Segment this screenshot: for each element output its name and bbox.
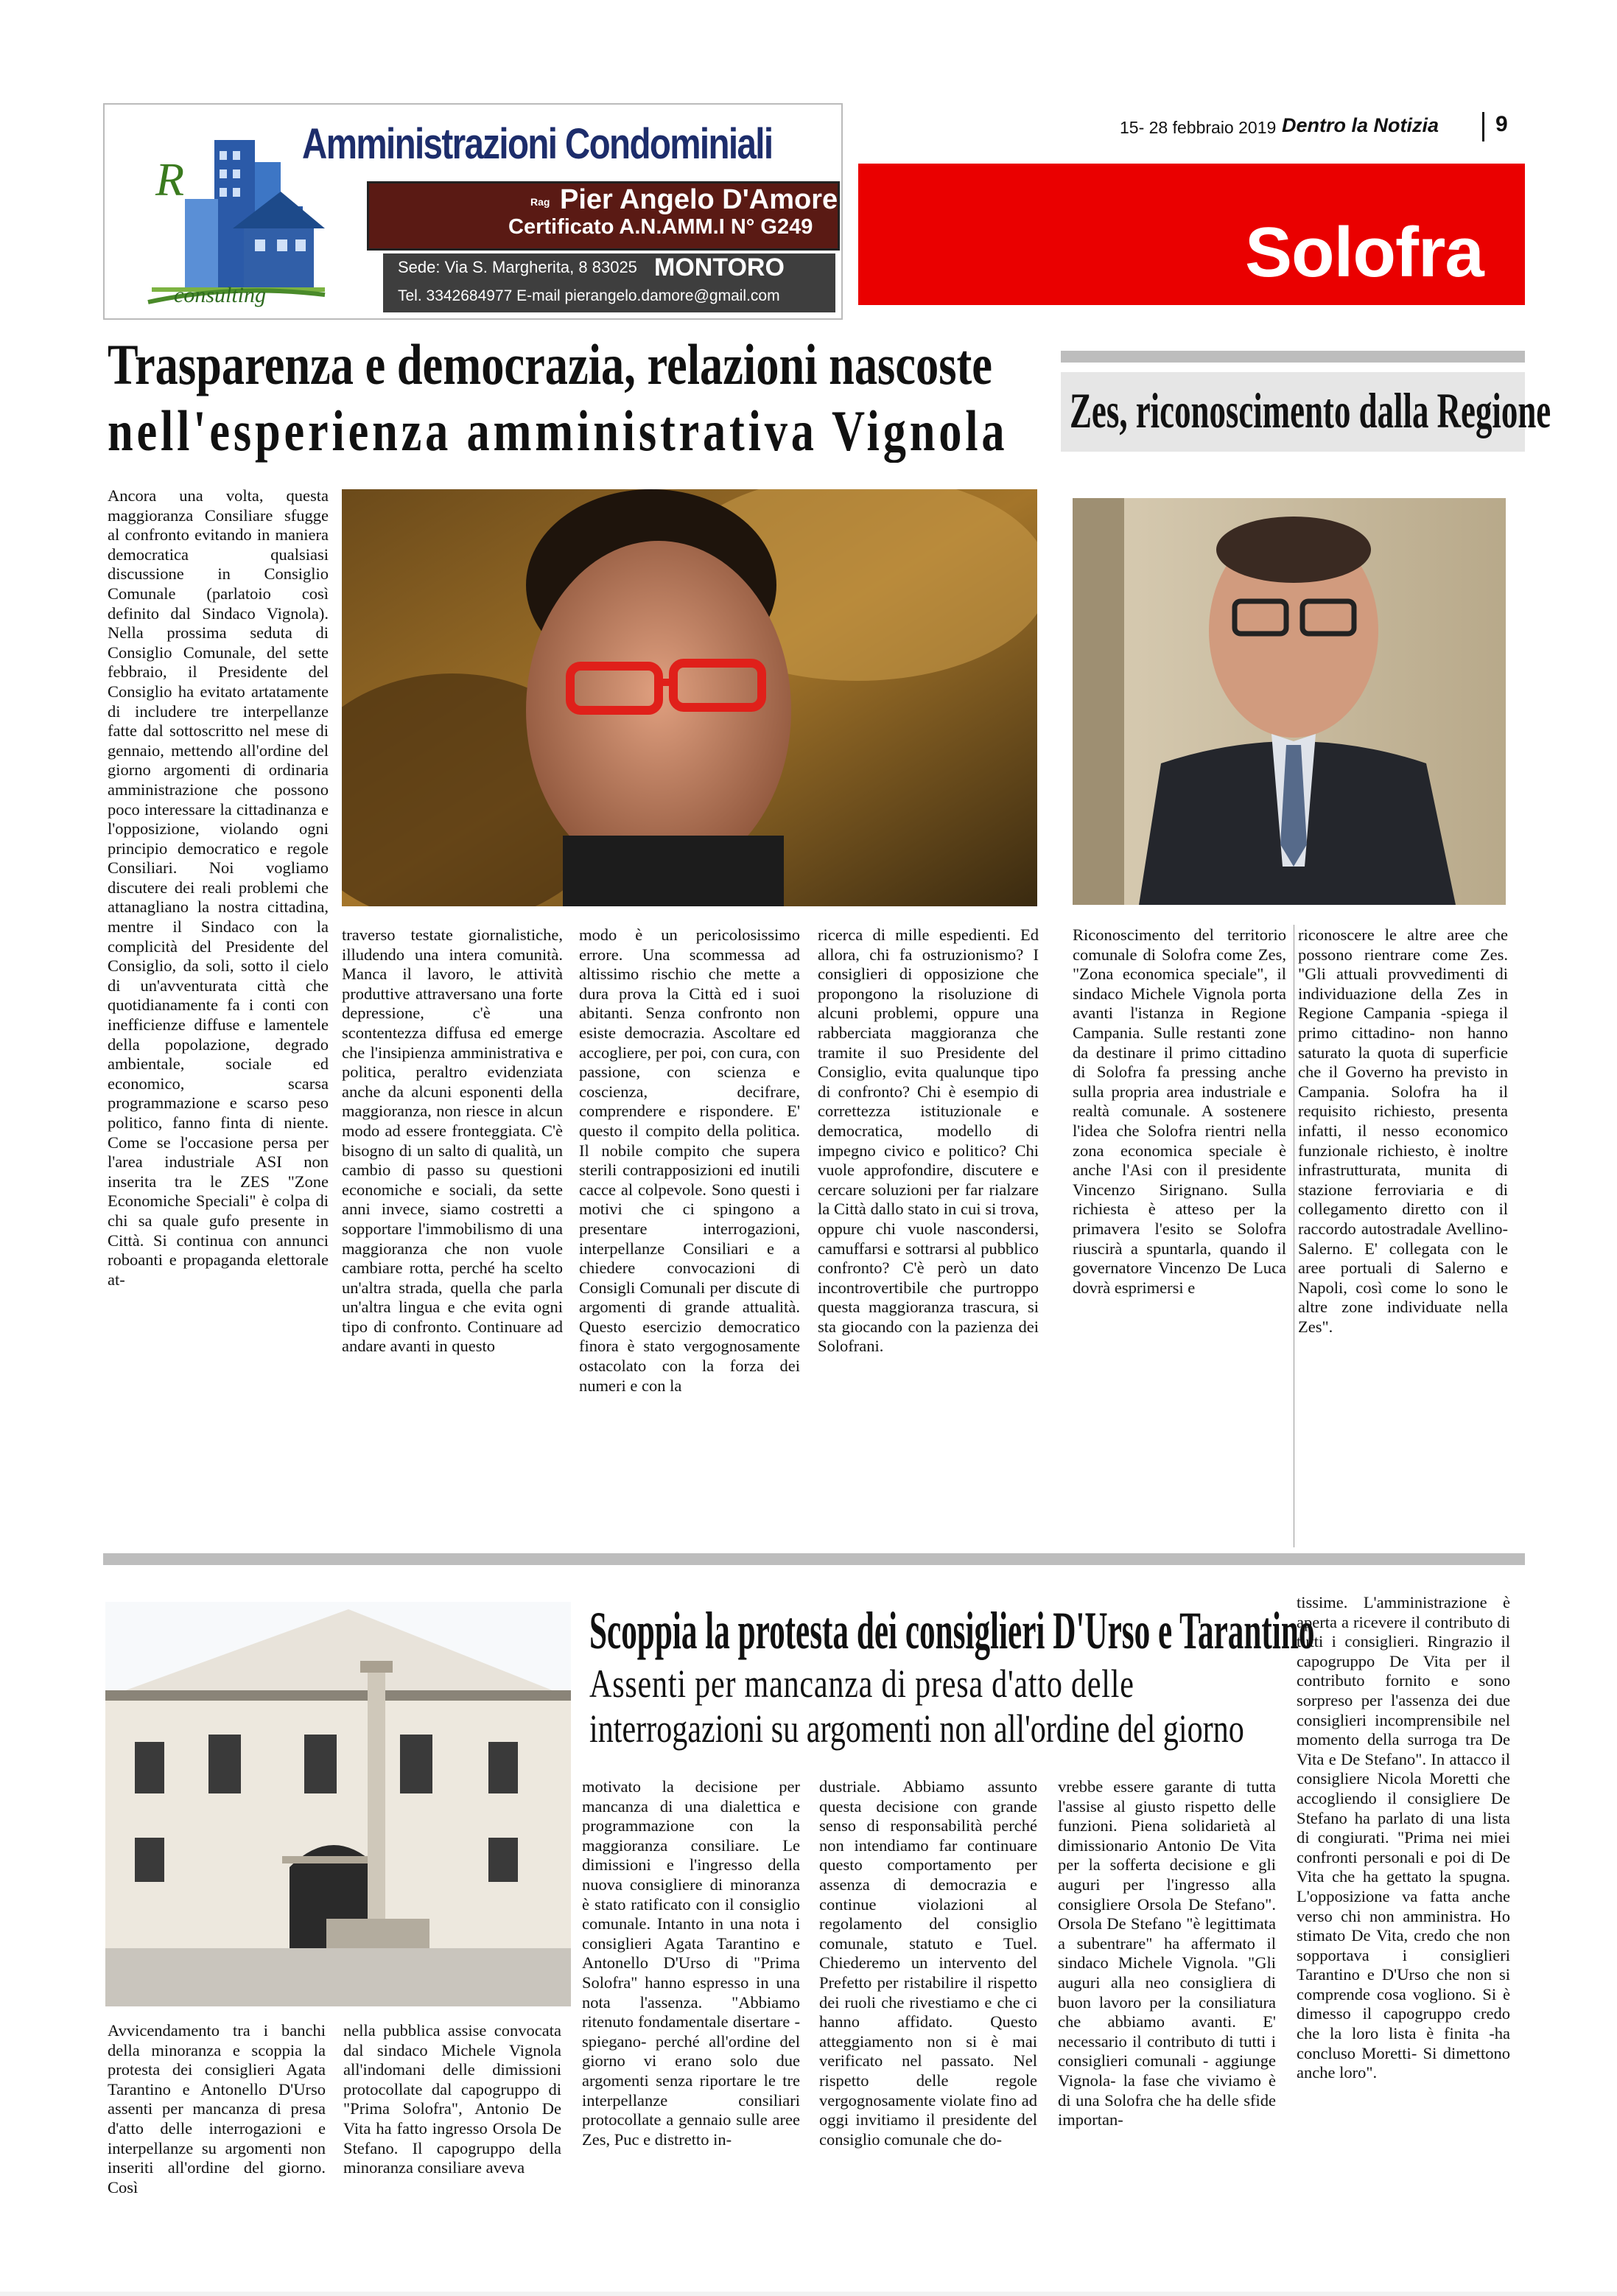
article3-column-2: nella pubblica assise convocata dal sindaco Michele Vignola all'indomani delle dimissioni protocollate dal capogruppo di "Prima Solofra", Antonio De Vita ha fatto ingresso Orsola De Stefano. Il capogruppo della minoranza consiliare aveva xyxy=(343,2021,561,2177)
article1-column-2: traverso testate giornalistiche, illudendo una intera comunità. Manca il lavoro, le attività produttive attraversano una forte depressione, c'è una scontentezza diffusa ed emerge che l'insipienza amministrativa e politica, peraltro evidenziata anche da alcuni esponenti della maggioranza, non riesce in alcun modo ad essere fronteggiata. C'è bisogno di un salto di qualità, un cambio di passo su questioni economiche e sociali, da sette anni invece, siamo costretti a sopportare l'immobilismo di una maggioranza che non vuole cambiare rotta, perché ha scelto un'altra strada, quella che parla un'altra lingua e che evita ogni tipo di confronto. Continuare ad andare avanti in questo xyxy=(342,925,563,1356)
article2-column-1: Riconoscimento del territorio comunale di Solofra come Zes, "Zona economica speciale", il sindaco Michele Vignola porta avanti l'istanza in Regione Campania. Sulle restanti zone da destinare il primo cittadino di Solofra fa pressing anche sulla propria area industriale e realtà comunale. A sostenere l'idea che Solofra rientri nella zona economica speciale è anche l'Asi con il presidente Vincenzo Sirignano. Sulla richiesta è atteso per la primavera l'esito se Solofra riuscirà a spuntarla, quando il governatore Vincenzo De Luca dovrà esprimersi e xyxy=(1073,925,1286,1297)
section-title: Solofra xyxy=(1245,213,1484,292)
svg-text:consulting: consulting xyxy=(174,283,266,307)
ad-address: Sede: Via S. Margherita, 8 83025 xyxy=(398,258,637,276)
section-rule xyxy=(1061,351,1525,363)
ad-title: Amministrazioni Condominiali xyxy=(302,120,773,168)
ad-city: MONTORO xyxy=(654,253,785,281)
article3-column-1: Avvicendamento tra i banchi della minoranza e scoppia la protesta dei consiglieri Agata Tarantino e Antonello D'Urso assenti per mancanza di presa d'atto delle interrogazioni e interpellanze su argomenti non inseriti all'ordine del giorno. Così xyxy=(108,2021,326,2197)
article3-column-3: motivato la decisione per mancanza di una dialettica e programmazione con la maggioranza consiliare. Le dimissioni e l'ingresso della nuova consigliere di minoranza è stato ratificato con il consiglio comunale. Intanto in una nota i consiglieri Agata Tarantino e Antonello D'Urso di "Prima Solofra" hanno espresso in una nota l'assenza. "Abbiamo ritenuto fondamentale disertare - spiegano- perché all'ordine del giorno vi erano solo due argomenti senza riportare le tre interpellanze consiliari protocollate a gennaio sulle aree Zes, Puc e distretto in- xyxy=(582,1777,800,2149)
article1-column-4: ricerca di mille espedienti. Ed allora, chi fa ostruzionismo? I consiglieri di opposizione che propongono la risoluzione di alcuni problemi, oppure una rabberciata maggioranza che tramite il suo Presidente del Consiglio, evita qualunque tipo di confronto? Chi è esempio di correttezza istituzionale e democratica, modello di impegno civico e politico? Chi vuole approfondire, discutere e cercare soluzioni per far rialzare la Città dallo stato in cui si trova, oppure chi vuole nascondersi, camuffarsi e sottrarsi al pubblico confronto? C'è però un dato incontrovertibile che purtroppo questa maggioranza trascura, si sta giocando con la pazienza dei Solofrani. xyxy=(818,925,1039,1356)
article1-portrait-photo xyxy=(342,489,1037,906)
page-footer-strip xyxy=(0,2292,1617,2296)
article3-subheadline-line1: Assenti per mancanza di presa d'atto delle xyxy=(589,1662,1134,1706)
article1-column-3: modo è un pericolosissimo errore. Una scommessa ad altissimo rischio che mette a dura prova la Città ed i suoi abitanti. Senza confronto non esiste democrazia. Ascoltare ed accogliere, per poi, con cura, con passione, con scienza e coscienza, decifrare, comprendere e rispondere. E' questo il compito della politica. Il nobile compito che supera sterili contrapposizioni ed inutili cacce al colpevole. Sono questi i motivi che ci spingono a presentare interrogazioni, interpellanze Consiliari e a chiedere convocazioni di Consigli Comunali per discute di argomenti di grande attualità. Questo esercizio democratico finora è stato vergognosamente ostacolato con la forza dei numeri e con la xyxy=(579,925,800,1395)
article3-column-5: vrebbe essere garante di tutta l'assise al giusto rispetto delle funzioni. Piena solidarietà al dimissionario Antonio De Vita per la sofferta decisione e gli auguri per l'ingresso alla consigliere Orsola De Stefano". Orsola De Stefano "è legittimata a subentrare" ha affermato il sindaco Michele Vignola. "Gli auguri alla neo consigliera di buon lavoro per la consiliatura che abbiamo avanti. E' necessario il contributo di tutti i consiglieri comunali - aggiunge Vignola- la fase che viviamo è di una Solofra che ha delle sfide importan- xyxy=(1058,1777,1276,2129)
building-logo-icon xyxy=(144,118,329,309)
article3-headline: Scoppia la protesta dei consiglieri D'Urso e Tarantino xyxy=(589,1601,1315,1660)
ad-person-name: Pier Angelo D'Amore xyxy=(560,184,838,215)
svg-text:R: R xyxy=(155,153,185,206)
ad-contact: Tel. 3342684977 E-mail pierangelo.damore@gmail.com xyxy=(398,287,780,304)
article2-column-2: riconoscere le altre aree che possono rientrare come Zes. "Gli attuali provvedimenti di individuazione della Zes in Regione Campania -spiega il primo cittadino- non hanno saturato la quota di superficie che il Governo ha previsto in Campania. Solofra ha il requisito richiesto, presenta infatti, il nesso economico funzionale richiesto, è inoltre infrastrutturata, munita di stazione ferroviaria e di collegamento diretto con il raccordo autostradale Avellino-Salerno. E' collegata con le aree portuali di Salerno e Napoli, così come lo sono le altre zone individuate nella Zes". xyxy=(1298,925,1508,1336)
page-separator xyxy=(1482,112,1484,141)
article2-portrait-photo xyxy=(1073,498,1506,905)
ad-rag-label: Rag xyxy=(530,196,550,208)
article3-subheadline-line2: interrogazioni su argomenti non all'ordine del giorno xyxy=(589,1707,1244,1751)
ad-certificate: Certificato A.N.AMM.I N° G249 xyxy=(508,215,813,239)
article3-column-4: dustriale. Abbiamo assunto questa decisione con grande senso di responsabilità perché non intendiamo far continuare questo comportamento per assenza di democrazia e continue violazioni al regolamento del consiglio comunale, statuto e Tuel. Chiederemo un intervento del Prefetto per ristabilire il rispetto dei ruoli che rivestiamo e che ci hanno affidato. Questo atteggiamento non si è mai verificato nel passato. Nel rispetto delle regole vergognosamente violate fino ad oggi invitiamo il presidente del consiglio comunale che do- xyxy=(819,1777,1037,2149)
article1-headline-line2: nell'esperienza amministrativa Vignola xyxy=(108,399,1009,463)
article2-headline: Zes, riconoscimento dalla Regione xyxy=(1070,382,1551,438)
newspaper-name: Dentro la Notizia xyxy=(1282,114,1439,136)
article3-column-6: tissime. L'amministrazione è aperta a ricevere il contributo di tutti i consiglieri. Ringrazio il capogruppo De Vita per il contributo fornito e sono sorpreso per l'assenza dei due consiglieri incomprensibile nel momento della surroga tra De Vita e De Stefano". In attacco il consigliere Nicola Moretti che accogliendo il consigliere De Stefano ha parlato di una lista di congiurati. "Prima nei miei confronti personali e poi di De Vita che ha gettato la spugna. L'opposizione va fatta anche verso chi non amministra. Ho stimato De Vita, credo che non sopportava i consiglieri Tarantino e D'Urso che non si comprende cosa vogliono. Si è dimesso il capogruppo credo che la loro lista è finita -ha concluso Moretti- Si dimettono anche loro". xyxy=(1297,1593,1510,2082)
article1-headline-line1: Trasparenza e democrazia, relazioni nascoste xyxy=(108,332,992,396)
article1-column-1: Ancora una volta, questa maggioranza Consiliare sfugge al confronto evitando in maniera democratica qualsiasi discussione in Consiglio Comunale (parlatoio così definito dal Sindaco Vignola). Nella prossima seduta di Consiglio Comunale, del sette febbraio, il Presidente del Consiglio ha evitato artatamente di includere tre interpellanze fatte dal sottoscritto nel mese di gennaio, mettendo all'ordine del giorno argomenti di ordinaria amministrazione che possono poco interessare la cittadinanza e l'opposizione, violando ogni principio democratico e regole Consiliari. Noi vogliamo discutere dei reali problemi che attanagliano la nostra cittadina, mentre il Sindaco con la complicità del Presidente del Consiglio, da soli, sotto il cielo di un'avventurata città che quotidianamente fa i conti con inefficienze diffuse e lamentele della popolazione, degrado ambientale, sociale ed economico, scarsa programmazione e scarso peso politico, fanno finta di niente. Come se l'occasione persa per l'area industriale ASI non inserita tra le ZES "Zone Economiche Speciali" è colpa di chi sa quale gufo presente in Città. Si continua con annunci roboanti e propaganda elettorale at- xyxy=(108,486,329,1289)
article3-building-photo xyxy=(105,1602,571,2006)
section-rule xyxy=(103,1553,1525,1565)
issue-date: 15- 28 febbraio 2019 xyxy=(1120,118,1277,137)
page-number: 9 xyxy=(1495,112,1508,136)
